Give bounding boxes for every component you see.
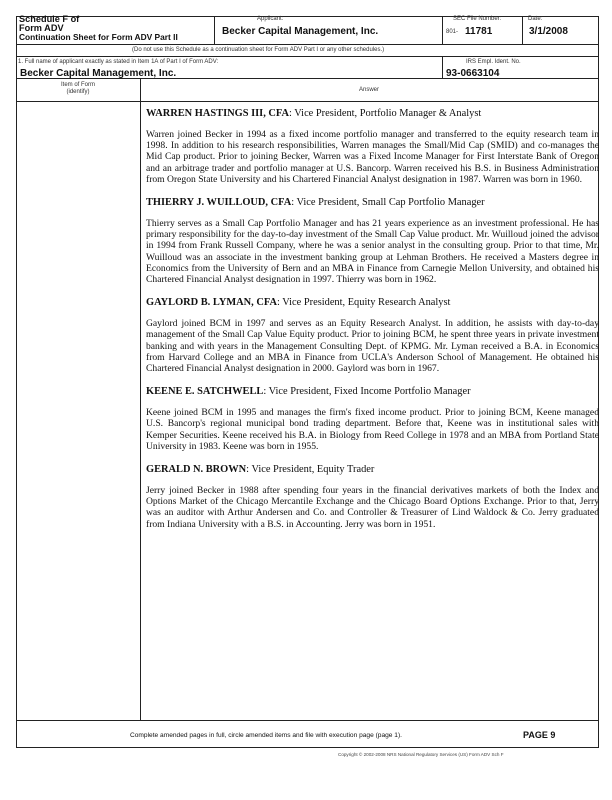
person-bio: Gaylord joined BCM in 1997 and serves as an Equity Research Analyst. In addition, he assists with day-to-day management of the Small Cap Value Equity product. Prior to joining BCM, he spent three years in private investment banking and with years in the Management Consulting Dept. of KPMG. Mr. Lyman received a B.A. in Economics from Harvard College and an MBA in Finance from UCLA's Anderson School of Management. He obtained his Chartered Financial Analyst designation in 2000. Gaylord was born in 1967. bbox=[146, 318, 599, 375]
copyright-notice: Copyright © 2002-2008 NRS National Regulatory Services (US) Form ADV Sch F bbox=[338, 752, 504, 757]
person-heading bbox=[146, 386, 599, 397]
person-block-keene bbox=[146, 386, 599, 452]
person-heading bbox=[146, 108, 599, 119]
answer-label: Answer bbox=[358, 87, 379, 93]
item-of-form-line2: (identify) bbox=[66, 89, 90, 95]
person-block-gaylord bbox=[146, 297, 599, 374]
person-block-warren bbox=[146, 108, 599, 185]
answer-content bbox=[146, 108, 599, 542]
row1-label: 1. Full name of applicant exactly as stated in Item 1A of Part I of Form ADV: bbox=[18, 59, 219, 65]
person-bio: Keene joined BCM in 1995 and manages the firm's fixed income product. Prior to joining BCM, Keene managed U.S. Bancorp's regional municipal bond trading department. Before that, Keene was in institutional sales with Kemper Securities. Keene received his B.A. in Biology from Reed College in 1978 and an MBA from Portland State University in 1983. Keene was born in 1955. bbox=[146, 407, 599, 452]
item-column-divider bbox=[140, 78, 141, 720]
form-title-line1: Schedule F of bbox=[19, 14, 80, 24]
date-label: Date: bbox=[528, 16, 543, 22]
person-name: KEENE E. SATCHWELL bbox=[146, 386, 264, 398]
irs-value: 93-0663104 bbox=[446, 68, 500, 79]
irs-label: IRS Empl. Ident. No. bbox=[466, 59, 521, 65]
person-block-gerald bbox=[146, 464, 599, 530]
item-of-form-label bbox=[16, 82, 140, 96]
sec-file-number: 11781 bbox=[465, 26, 493, 37]
instruction-text: (Do not use this Schedule as a continuation sheet for Form ADV Part I or any other schedules.) bbox=[132, 47, 385, 53]
applicant-name: Becker Capital Management, Inc. bbox=[222, 26, 379, 37]
person-heading bbox=[146, 297, 599, 308]
person-title: : Vice President, Equity Research Analyst bbox=[276, 297, 451, 309]
person-heading bbox=[146, 464, 599, 475]
person-title: : Vice President, Portfolio Manager & Analyst bbox=[289, 108, 482, 119]
person-block-thierry bbox=[146, 197, 599, 285]
date-value: 3/1/2008 bbox=[529, 26, 568, 37]
person-name: GAYLORD B. LYMAN, CFA bbox=[146, 297, 277, 309]
page-number: PAGE 9 bbox=[523, 730, 556, 740]
person-bio: Jerry joined Becker in 1988 after spending four years in the financial derivatives markets of both the Index and Options Market of the Chicago Mercantile Exchange and the Chicago Board Options Exchange. Prior to that, Jerry was an auditor with Arthur Andersen and Co. and Controller & Treasurer of Lind Waldock & Co. Jerry graduated from Indiana University with a B.S. in Accounting. Jerry was born in 1951. bbox=[146, 485, 599, 530]
form-title-line3: Continuation Sheet for Form ADV Part II bbox=[19, 32, 178, 43]
row1-value: Becker Capital Management, Inc. bbox=[20, 68, 177, 79]
footer-instruction: Complete amended pages in full, circle amended items and file with execution page (page 1). bbox=[130, 732, 402, 739]
form-title-line2: Form ADV bbox=[19, 23, 64, 34]
item-of-form-line1: Item of Form bbox=[60, 82, 95, 88]
applicant-label: Applicant: bbox=[257, 16, 284, 22]
person-title: : Vice President, Small Cap Portfolio Manager bbox=[291, 197, 485, 209]
person-title: : Vice President, Equity Trader bbox=[246, 464, 375, 476]
sec-file-label: SEC File Number: bbox=[453, 16, 502, 22]
person-name: GERALD N. BROWN bbox=[146, 464, 247, 476]
form-title bbox=[19, 15, 178, 43]
person-name: WARREN HASTINGS III, CFA bbox=[146, 108, 289, 119]
person-heading bbox=[146, 197, 599, 208]
sec-file-prefix: 801- bbox=[446, 29, 459, 35]
person-name: THIERRY J. WUILLOUD, CFA bbox=[146, 197, 292, 209]
person-bio: Thierry serves as a Small Cap Portfolio Manager and has 21 years experience as an investment professional. He has primary responsibility for the day-to-day investment of the Small Cap Value product. Mr. Wuilloud joined the advisor in 1994 from Frank Russell Company, where he was a senior analyst in the consulting group. Prior to that time, Mr. Wuilloud was an associate in the investment banking group at Lehman Brothers. He received a Masters degree in Economics from the University of Bern and an MBA in Finance from Carnegie Mellon University, and obtained his Chartered Financial Analyst designation in 1997. Thierry was born in 1962. bbox=[146, 218, 599, 286]
person-title: : Vice President, Fixed Income Portfolio Manager bbox=[263, 386, 471, 398]
person-bio: Warren joined Becker in 1994 as a fixed income portfolio manager and transferred to the equity research team in 1998. In addition to his research responsibilities, Warren manages the Small/Mid Cap (SMID) and co-manages the Mid Cap product. Prior to joining Becker, Warren was a Fixed Income Manager for First Interstate Bank of Oregon and an arbitrage trader and portfolio manager at U.S. Bancorp. Warren received his B.S. in Business Administration from Oregon State University and his Chartered Financial Analyst designation in 1987. Warren was born in 1960. bbox=[146, 129, 599, 185]
